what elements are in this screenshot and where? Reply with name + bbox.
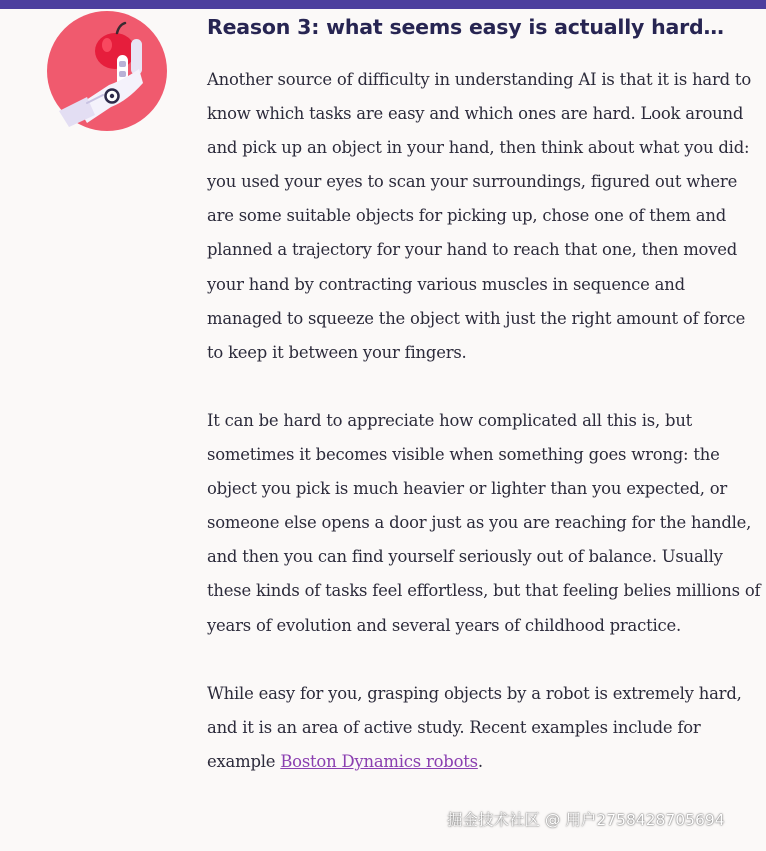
paragraph-3-text: While easy for you, grasping objects by a robot is extremely hard, and it is an area of active study. Recent examples include for example (207, 683, 742, 771)
paragraph-3 (207, 677, 762, 779)
article-body (207, 63, 762, 813)
paragraph-1: Another source of difficulty in understanding AI is that it is hard to know which tasks are easy and which ones are hard. Look around and pick up an object in your hand, then think about what you did: you used your eyes to scan your surroundings, figured out where are some suitable objects for picking up, chose one of them and planned a trajectory for your hand to reach that one, then moved your hand by contracting various muscles in sequence and managed to squeeze the object with just the right amount of force to keep it between your fingers. (207, 70, 751, 362)
top-accent-bar (0, 0, 766, 9)
section-heading: Reason 3: what seems easy is actually hard… (207, 15, 724, 39)
watermark: 掘金技术社区 @ 用户2758428705694 (447, 811, 725, 829)
boston-dynamics-link[interactable]: Boston Dynamics robots (280, 751, 478, 771)
paragraph-2: It can be hard to appreciate how complicated all this is, but sometimes it becomes visible when something goes wrong: the object you pick is much heavier or lighter than you expected, or someone else opens a door just as you are reaching for the handle, and then you can find yourself seriously out of balance. Usually these kinds of tasks feel effortless, but that feeling belies millions of years of evolution and several years of childhood practice. (207, 410, 761, 635)
paragraph-3-end: . (477, 751, 483, 771)
robot-hand-holding-apple-icon (47, 11, 167, 131)
